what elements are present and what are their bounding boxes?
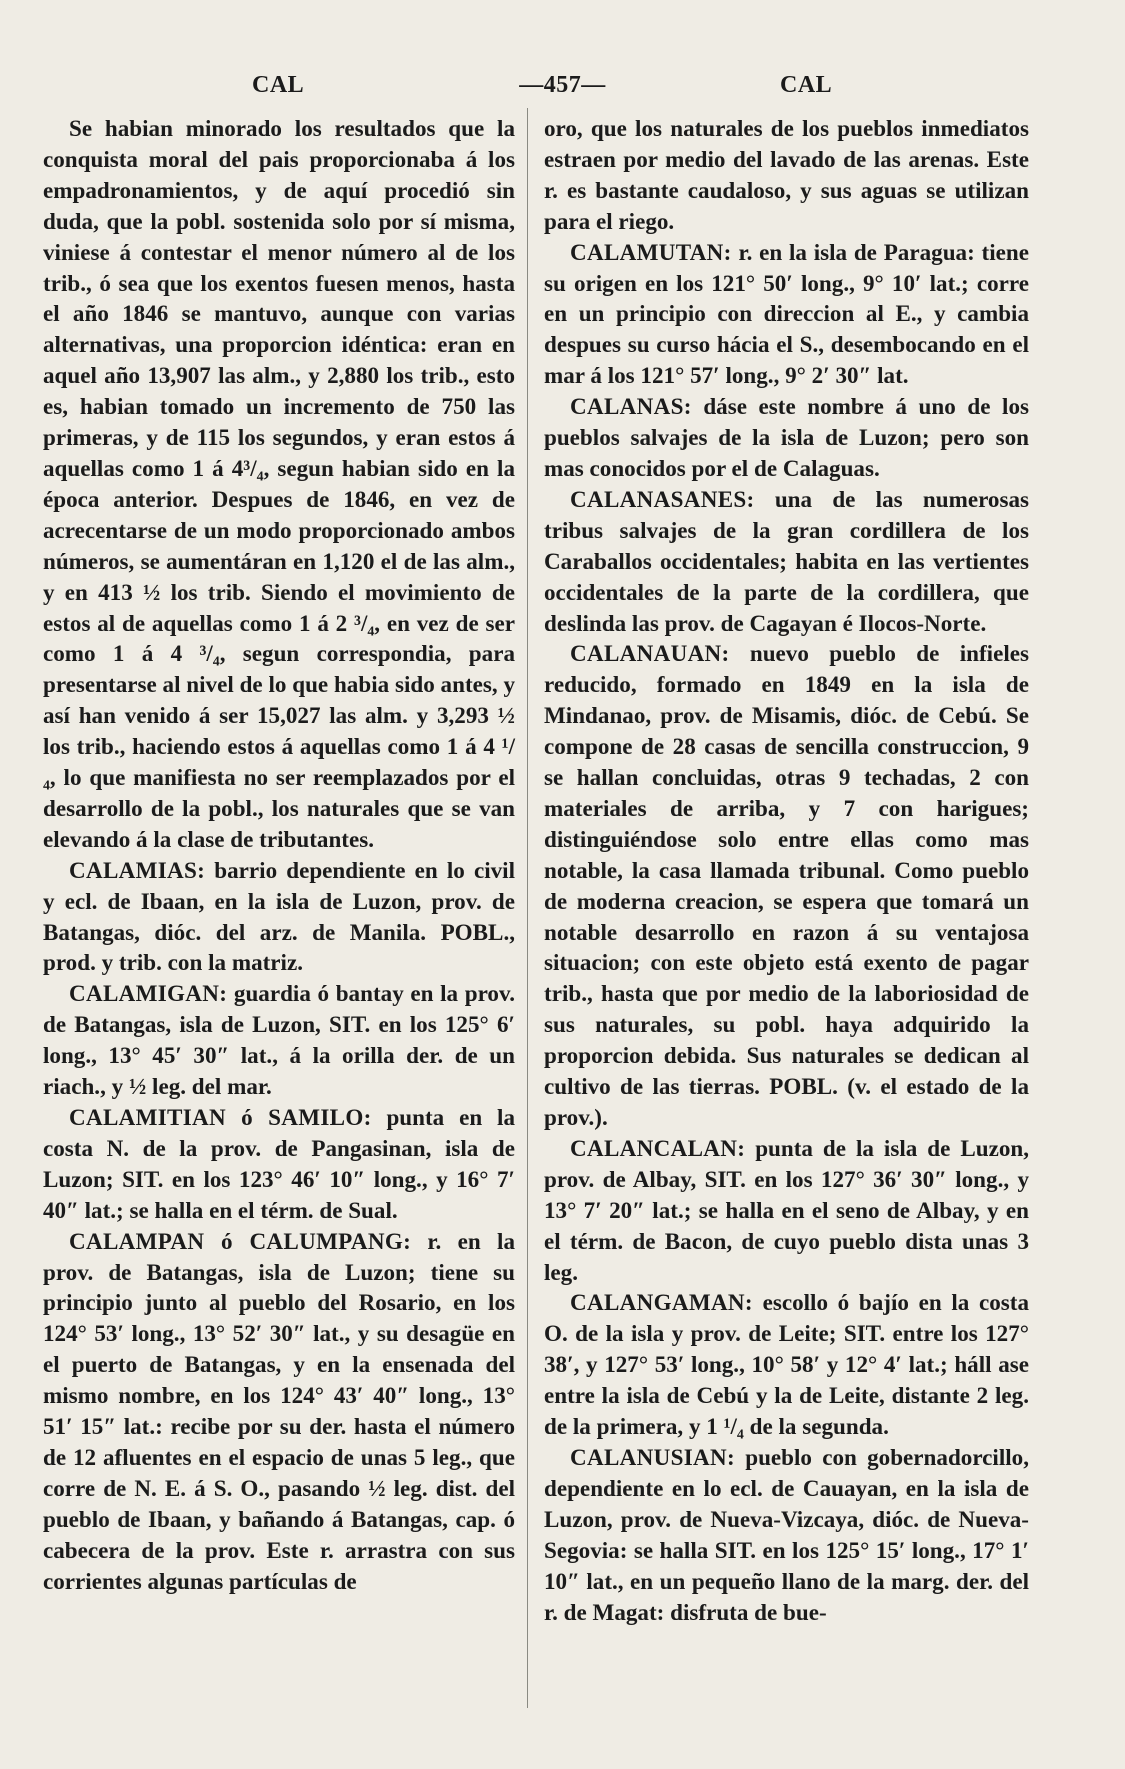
entry-term: CALANGAMAN: [570,1289,753,1316]
page-header [0,72,1125,112]
entry-text: r. en la isla de Paragua: tiene su origen en los 121° 50′ long., 9° 10′ lat.; corre en un principio con direccion al E., y cambia despues su curso hácia el S., desembocando en el mar á los 121° 57′ long., 9° 2′ 30″ lat. [544,238,1029,389]
paragraph-continuation [544,113,1029,237]
entry-calamias [43,855,515,979]
page-number: —457— [519,72,606,98]
entry-text: barrio dependiente en lo civil y ecl. de Ibaan, en la isla de Luzon, prov. de Batangas, dióc. del arz. de Manila. POBL., prod. y trib. con la matriz. [43,856,515,976]
entry-term: CALANUSIAN: [570,1443,735,1470]
entry-calanusian [544,1442,1029,1627]
paragraph-text: Se habian minorado los resultados que la conquista moral del pais proporcionaba á los empadronamientos, y de aquí procedió sin duda, que la pobl. sostenida solo por sí misma, viniese á contestar el menor número al de los trib., ó sea que los exentos fuesen menos, hasta el año 1846 se mantuvo, aunque con varias alternativas, una proporcion idéntica: eran en aquel año 13,907 las alm., y 2,880 los trib., esto es, habian tomado un incremento de 750 las primeras, y de 115 los segundos, y eran estos á aquellas como 1 á 4³/₄, segun habian sido en la época anterior. Despues de 1846, en vez de acrecentarse de un modo proporcionado ambos números, se aumentáran en 1,120 el de las alm., y en 413 ½ los trib. Siendo el movimiento de estos al de aquellas como 1 á 2 ³/₄, en vez de ser como 1 á 4 ³/₄, segun correspondia, para presentarse al nivel de lo que habia sido antes, y así han venido á ser 15,027 las alm. y 3,293 ½ los trib., haciendo estos á aquellas como 1 á 4 ¹/₄, lo que manifiesta no ser reemplazados por el desarrollo de la pobl., los naturales que se van elevando á la clase de tributantes. [43,115,515,852]
right-column [544,113,1029,1627]
entry-text: r. en la prov. de Batangas, isla de Luzon; tiene su principio junto al pueblo del Rosario, en los 124° 53′ long., 13° 52′ 30″ lat., y su desagüe en el puerto de Batangas, y en la ensenada del mismo nombre, en los 124° 43′ 40″ long., 13° 51′ 15″ lat.: recibe por su der. hasta el número de 12 afluentes en el espacio de unas 5 leg., que corre de N. E. á S. O., pasando ½ leg. dist. del pueblo de Ibaan, y bañando á Batangas, cap. ó cabecera de la prov. Este r. arrastra con sus corrientes algunas partículas de [43,1227,515,1594]
entry-text: nuevo pueblo de infieles reducido, formado en 1849 en la isla de Mindanao, prov. de Misamis, dióc. de Cebú. Se compone de 28 casas de sencilla construccion, 9 se hallan concluidas, otras 9 techadas, 2 con materiales de arriba, y 7 con harigues; distinguiéndose solo entre ellas como mas notable, la casa llamada tribunal. Como pueblo de moderna creacion, se espera que tomará un notable desarrollo en razon á su ventajosa situacion; con este objeto está exento de pagar trib., hasta que por medio de la laboriosidad de sus naturales, su pobl. haya adquirido la proporcion debida. Sus naturales se dedican al cultivo de las tierras. POBL. (v. el estado de la prov.). [544,640,1029,1130]
entry-text: punta de la isla de Luzon, prov. de Albay, SIT. en los 127° 36′ 30″ long., y 13° 7′ 20″ lat.; se halla en el seno de Albay, y en el térm. de Bacon, de cuyo pueblo dista unas 3 leg. [544,1134,1029,1285]
paragraph [43,113,515,855]
entry-calanasanes [544,484,1029,639]
entry-term: CALAMITIAN ó SAMILO: [69,1104,372,1130]
entry-text: punta en la costa N. de la prov. de Pangasinan, isla de Luzon; SIT. en los 123° 46′ 10″ long., y 16° 7′ 40″ lat.; se halla en el térm. de Sual. [43,1104,515,1223]
running-head-left: CAL [252,72,305,98]
entry-text: escollo ó bajío en la costa O. de la isla y prov. de Leite; SIT. entre los 127° 38′, y 127° 53′ long., 10° 58′ y 12° 4′ lat.; háll ase entre la isla de Cebú y la de Leite, distante 2 leg. de la primera, y 1 ¹/₄ de la segunda. [544,1289,1029,1440]
entry-term: CALAMUTAN: [570,238,732,265]
entry-term: CALANAUAN: [570,640,730,667]
entry-calamitian [43,1102,515,1226]
entry-term: CALAMIAS: [69,856,206,883]
entry-text: guardia ó bantay en la prov. de Batangas, isla de Luzon, SIT. en los 125° 6′ long., 13° 45′ 30″ lat., á la orilla der. de un riach., y ½ leg. del mar. [43,980,515,1100]
entry-term: CALANCALAN: [570,1134,746,1161]
column-divider [527,108,528,1708]
left-column [43,113,515,1597]
entry-term: CALAMIGAN: [69,980,228,1007]
paragraph-text: oro, que los naturales de los pueblos inmediatos estraen por medio del lavado de las arenas. Este r. es bastante caudaloso, y sus aguas se utilizan para el riego. [544,115,1029,234]
entry-term: CALAMPAN ó CALUMPANG: [69,1227,412,1254]
entry-text: pueblo con gobernadorcillo, dependiente en lo ecl. de Cauayan, en la isla de Luzon, prov. de Nueva-Vizcaya, dióc. de Nueva-Segovia: se halla SIT. en los 125° 15′ long., 17° 1′ 10″ lat., en un pequeño llano de la marg. der. del r. de Magat: disfruta de bue- [544,1443,1029,1625]
entry-term: CALANAS: [570,393,692,420]
entry-calampan [43,1226,515,1597]
entry-calanas [544,391,1029,484]
entry-text: dáse este nombre á uno de los pueblos salvajes de la isla de Luzon; pero son mas conocidos por el de Calaguas. [544,393,1030,481]
entry-calancalan [544,1133,1029,1288]
entry-calamutan [544,237,1029,392]
entry-calangaman [544,1287,1029,1442]
entry-term: CALANASANES: [570,485,755,512]
running-head-right: CAL [780,72,833,98]
entry-calanauan [544,638,1029,1133]
entry-text: una de las numerosas tribus salvajes de la gran cordillera de los Caraballos occidentales; habita en las vertientes occidentales de la parte de la cordillera, que deslinda las prov. de Cagayan é Ilocos-Norte. [544,485,1029,636]
entry-calamigan [43,978,515,1102]
